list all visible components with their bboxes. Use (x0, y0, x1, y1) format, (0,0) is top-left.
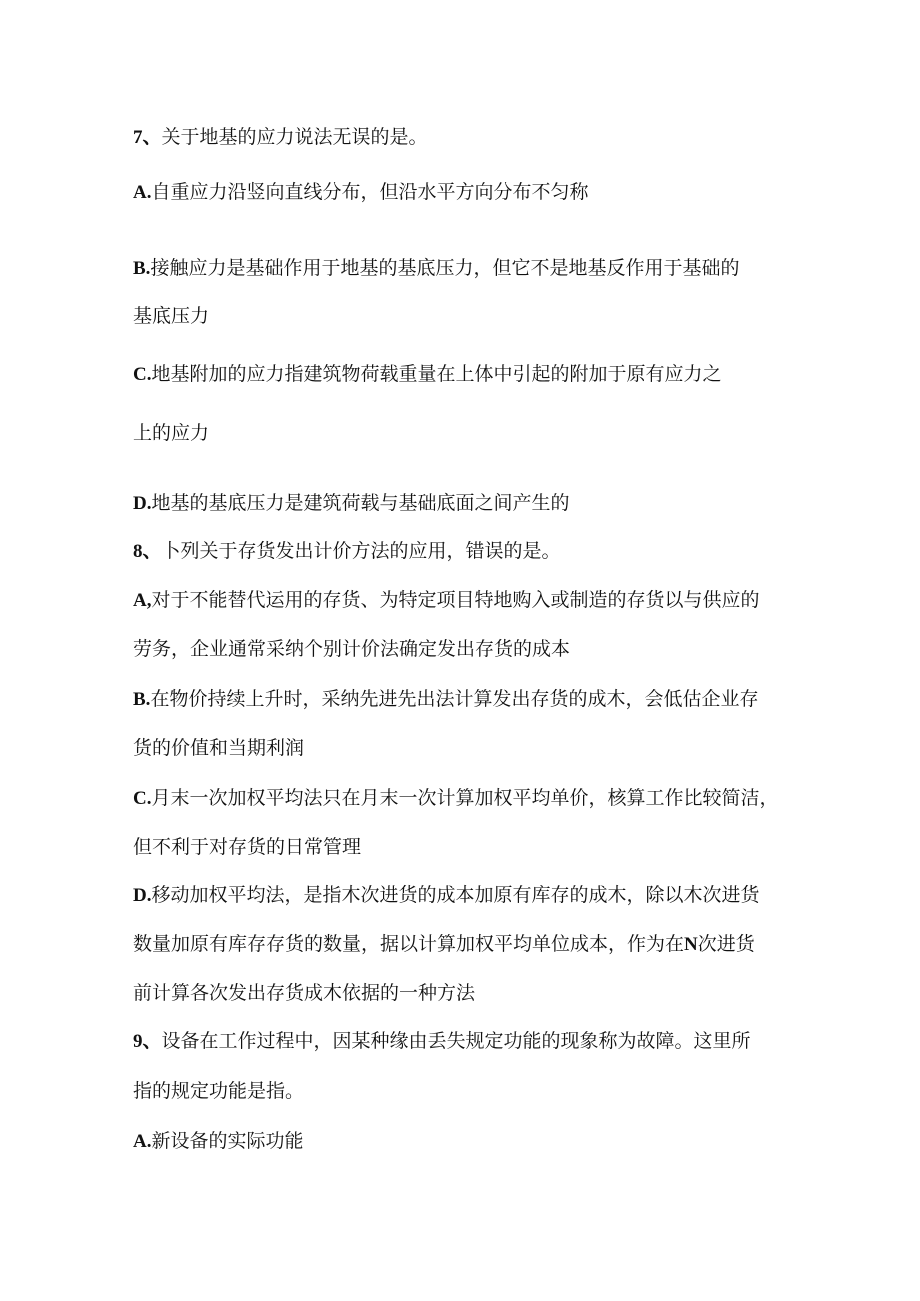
question-7-option-b (133, 259, 739, 278)
question-9-stem (133, 1032, 751, 1051)
option-label: D. (133, 493, 152, 514)
question-8-option-d-continued-2 (133, 984, 475, 1003)
question-8-option-b-continued (133, 739, 304, 758)
question-9-option-a (133, 1132, 304, 1151)
option-text: 货的价值和当期利润 (133, 737, 305, 759)
option-text: 月末一次加权平均法只在月末一次计算加权平均单价，核算工作比较简洁， (151, 787, 779, 809)
option-label: A, (133, 590, 152, 611)
option-text: 但不利于对存货的日常管理 (133, 836, 362, 858)
option-text: 在物价持续上升时，采纳先进先出法计算发出存货的成木，会低估企业存 (150, 688, 759, 710)
option-text: 前计算各次发出存货成木依据的一种方法 (133, 982, 476, 1004)
question-8-option-b (133, 690, 758, 709)
option-text: 上的应力 (133, 422, 210, 444)
option-text: 接触应力是基础作用于地基的基底压力，但它不是地基反作用于基础的 (150, 257, 740, 279)
question-7-option-c (133, 365, 722, 384)
question-7-option-d (133, 494, 570, 513)
question-number: 9、 (133, 1031, 162, 1052)
question-8-option-a (133, 591, 760, 610)
question-number: 7、 (133, 127, 162, 148)
option-text: 对于不能替代运用的存货、为特定项目特地购入或制造的存货以与供应的 (151, 589, 760, 611)
question-text: 设备在工作过程中，因某种缘由丢失规定功能的现象称为故障。这里所 (161, 1030, 751, 1052)
option-text: 新设备的实际功能 (151, 1130, 304, 1152)
question-8-option-d (133, 886, 760, 905)
question-8-stem (133, 542, 561, 561)
option-text: 数量加原有库存存货的数量，据以计算加权平均单位成本，作为在 (133, 933, 685, 955)
question-8-option-a-continued (133, 640, 570, 659)
option-label: A. (133, 1131, 152, 1152)
option-label: B. (133, 258, 151, 279)
question-number: 8、 (133, 541, 162, 562)
question-7-option-a (133, 183, 589, 202)
question-text: 指的规定功能是指。 (133, 1080, 305, 1102)
question-9-stem-continued (133, 1082, 304, 1101)
question-7-option-b-continued (133, 307, 209, 326)
option-text: 移动加权平均法，是指木次进货的成本加原有库存的成木，除以木次进货 (151, 884, 760, 906)
option-label: A. (133, 182, 152, 203)
option-text: 自重应力沿竖向直线分布，但沿水平方向分布不匀称 (151, 181, 589, 203)
option-label: B. (133, 689, 151, 710)
question-7-option-c-continued (133, 424, 209, 443)
option-text: 基底压力 (133, 305, 210, 327)
option-text: 地基的基底压力是建筑荷载与基础底面之间产生的 (151, 492, 570, 514)
option-text: 劳务，企业通常采纳个别计价法确定发出存货的成本 (133, 638, 571, 660)
question-text: 卜列关于存货发出计价方法的应用，错误的是。 (161, 540, 561, 562)
option-label: D. (133, 885, 152, 906)
option-label: C. (133, 788, 152, 809)
question-8-option-c-continued (133, 838, 361, 857)
question-8-option-c (133, 789, 779, 808)
question-text: 关于地基的应力说法无误的是。 (161, 126, 428, 148)
question-8-option-d-continued-1 (133, 935, 755, 954)
option-text-tail: 次进货 (697, 933, 755, 955)
inline-bold-letter: N (684, 934, 698, 955)
option-text: 地基附加的应力指建筑物荷载重量在上体中引起的附加于原有应力之 (151, 363, 722, 385)
question-7-stem (133, 128, 428, 147)
option-label: C. (133, 364, 152, 385)
